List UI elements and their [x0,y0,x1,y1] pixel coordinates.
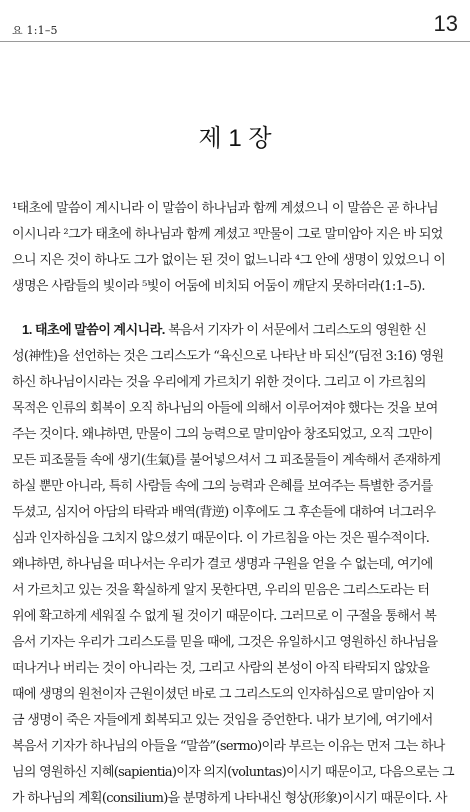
page-number: 13 [433,11,458,36]
scripture-line: 으니 지은 것이 하나도 그가 없이는 된 것이 없느니라 ⁴그 안에 생명이 있었으니 이 [12,253,446,268]
commentary-line: 서 가르치고 있는 것을 확실하게 알지 못한다면, 우리의 믿음은 그리스도라는 터 [12,583,430,598]
commentary-line: 가 하나님의 계획(consilium)을 분명하게 나타내신 형상(形象)이시기 때문이다. 사 [12,791,447,806]
commentary-line: 왜냐하면, 하나님을 떠나서는 우리가 결코 생명과 구원을 얻을 수 없는데, 여기에 [12,557,433,572]
commentary-line: 님의 영원하신 지혜(sapientia)이자 의지(voluntas)이시기 때문이고, 다음으로는 그 [12,765,454,780]
chapter-title: 제 1 장 [198,125,272,152]
commentary-body [12,317,464,812]
scripture-line: ¹태초에 말씀이 계시니라 이 말씀이 하나님과 함께 계셨으니 이 말씀은 곧 하나님 [12,201,439,216]
header-rule [0,41,470,42]
scripture-line: 이시니라 ²그가 태초에 하나님과 함께 계셨고 ³만물이 그로 말미암아 지은 바 되었 [12,227,443,242]
commentary-line: 심과 인자하심을 그치지 않으셨기 때문이다. 이 가르침을 아는 것은 필수적이다. [12,531,430,546]
commentary-line: 하신 하나님이시라는 것을 우리에게 가르치기 위한 것이다. 그리고 이 가르침의 [12,375,426,390]
commentary-first-line [12,317,464,344]
commentary-line: 금 생명이 죽은 자들에게 회복되고 있는 것임을 증언한다. 내가 보기에, 여기에서 [12,713,433,728]
commentary-lead: 1. 태초에 말씀이 계시니라. [22,322,165,337]
scripture-passage [12,196,464,300]
commentary-line: 복음서 기자가 하나님의 아들을 “말씀”(sermo)이라 부르는 이유는 먼저 그는 하나 [12,739,445,754]
commentary-line: 떠나거나 버리는 것이 아니라는 것, 그리고 사람의 본성이 아직 타락되지 않았을 [12,661,430,676]
commentary-line: 목적은 인류의 회복이 오직 하나님의 아들에 의해서 이루어져야 했다는 것을 보여 [12,401,438,416]
commentary-line: 때에 생명의 원천이자 근원이셨던 바로 그 그리스도의 인자하심으로 말미암아 지 [12,687,435,702]
page-header [0,0,470,42]
commentary-line: 음서 기자는 우리가 그리스도를 믿을 때에, 그것은 유일하시고 영원하신 하나님을 [12,635,438,650]
commentary-line: 주는 것이다. 왜냐하면, 만물이 그의 능력으로 말미암아 창조되었고, 오직 그만이 [12,427,433,442]
commentary-line: 하실 뿐만 아니라, 특히 사람들 속에 그의 능력과 은혜를 보여주는 특별한 증거를 [12,479,433,494]
scripture-line: 생명은 사람들의 빛이라 ⁵빛이 어둠에 비치되 어둠이 깨닫지 못하더라(1:1–5). [12,279,425,294]
commentary-line: 두셨고, 심지어 아담의 타락과 배역(背逆) 이후에도 그 후손들에 대하여 너그러우 [12,505,436,520]
commentary-first-line-text: 복음서 기자가 이 서문에서 그리스도의 영원한 신 [164,323,427,338]
commentary-line: 모든 피조물들 속에 생기(生氣)를 불어넣으셔서 그 피조물들이 계속해서 존재하게 [12,453,441,468]
commentary-line: 위에 확고하게 세워질 수 없게 될 것이기 때문이다. 그러므로 이 구절을 통해서 복 [12,609,437,624]
running-head: 요 1:1–5 [12,24,58,37]
commentary-line: 성(神性)을 선언하는 것은 그리스도가 “육신으로 나타난 바 되신”(딤전 3:16) 영원 [12,349,444,364]
